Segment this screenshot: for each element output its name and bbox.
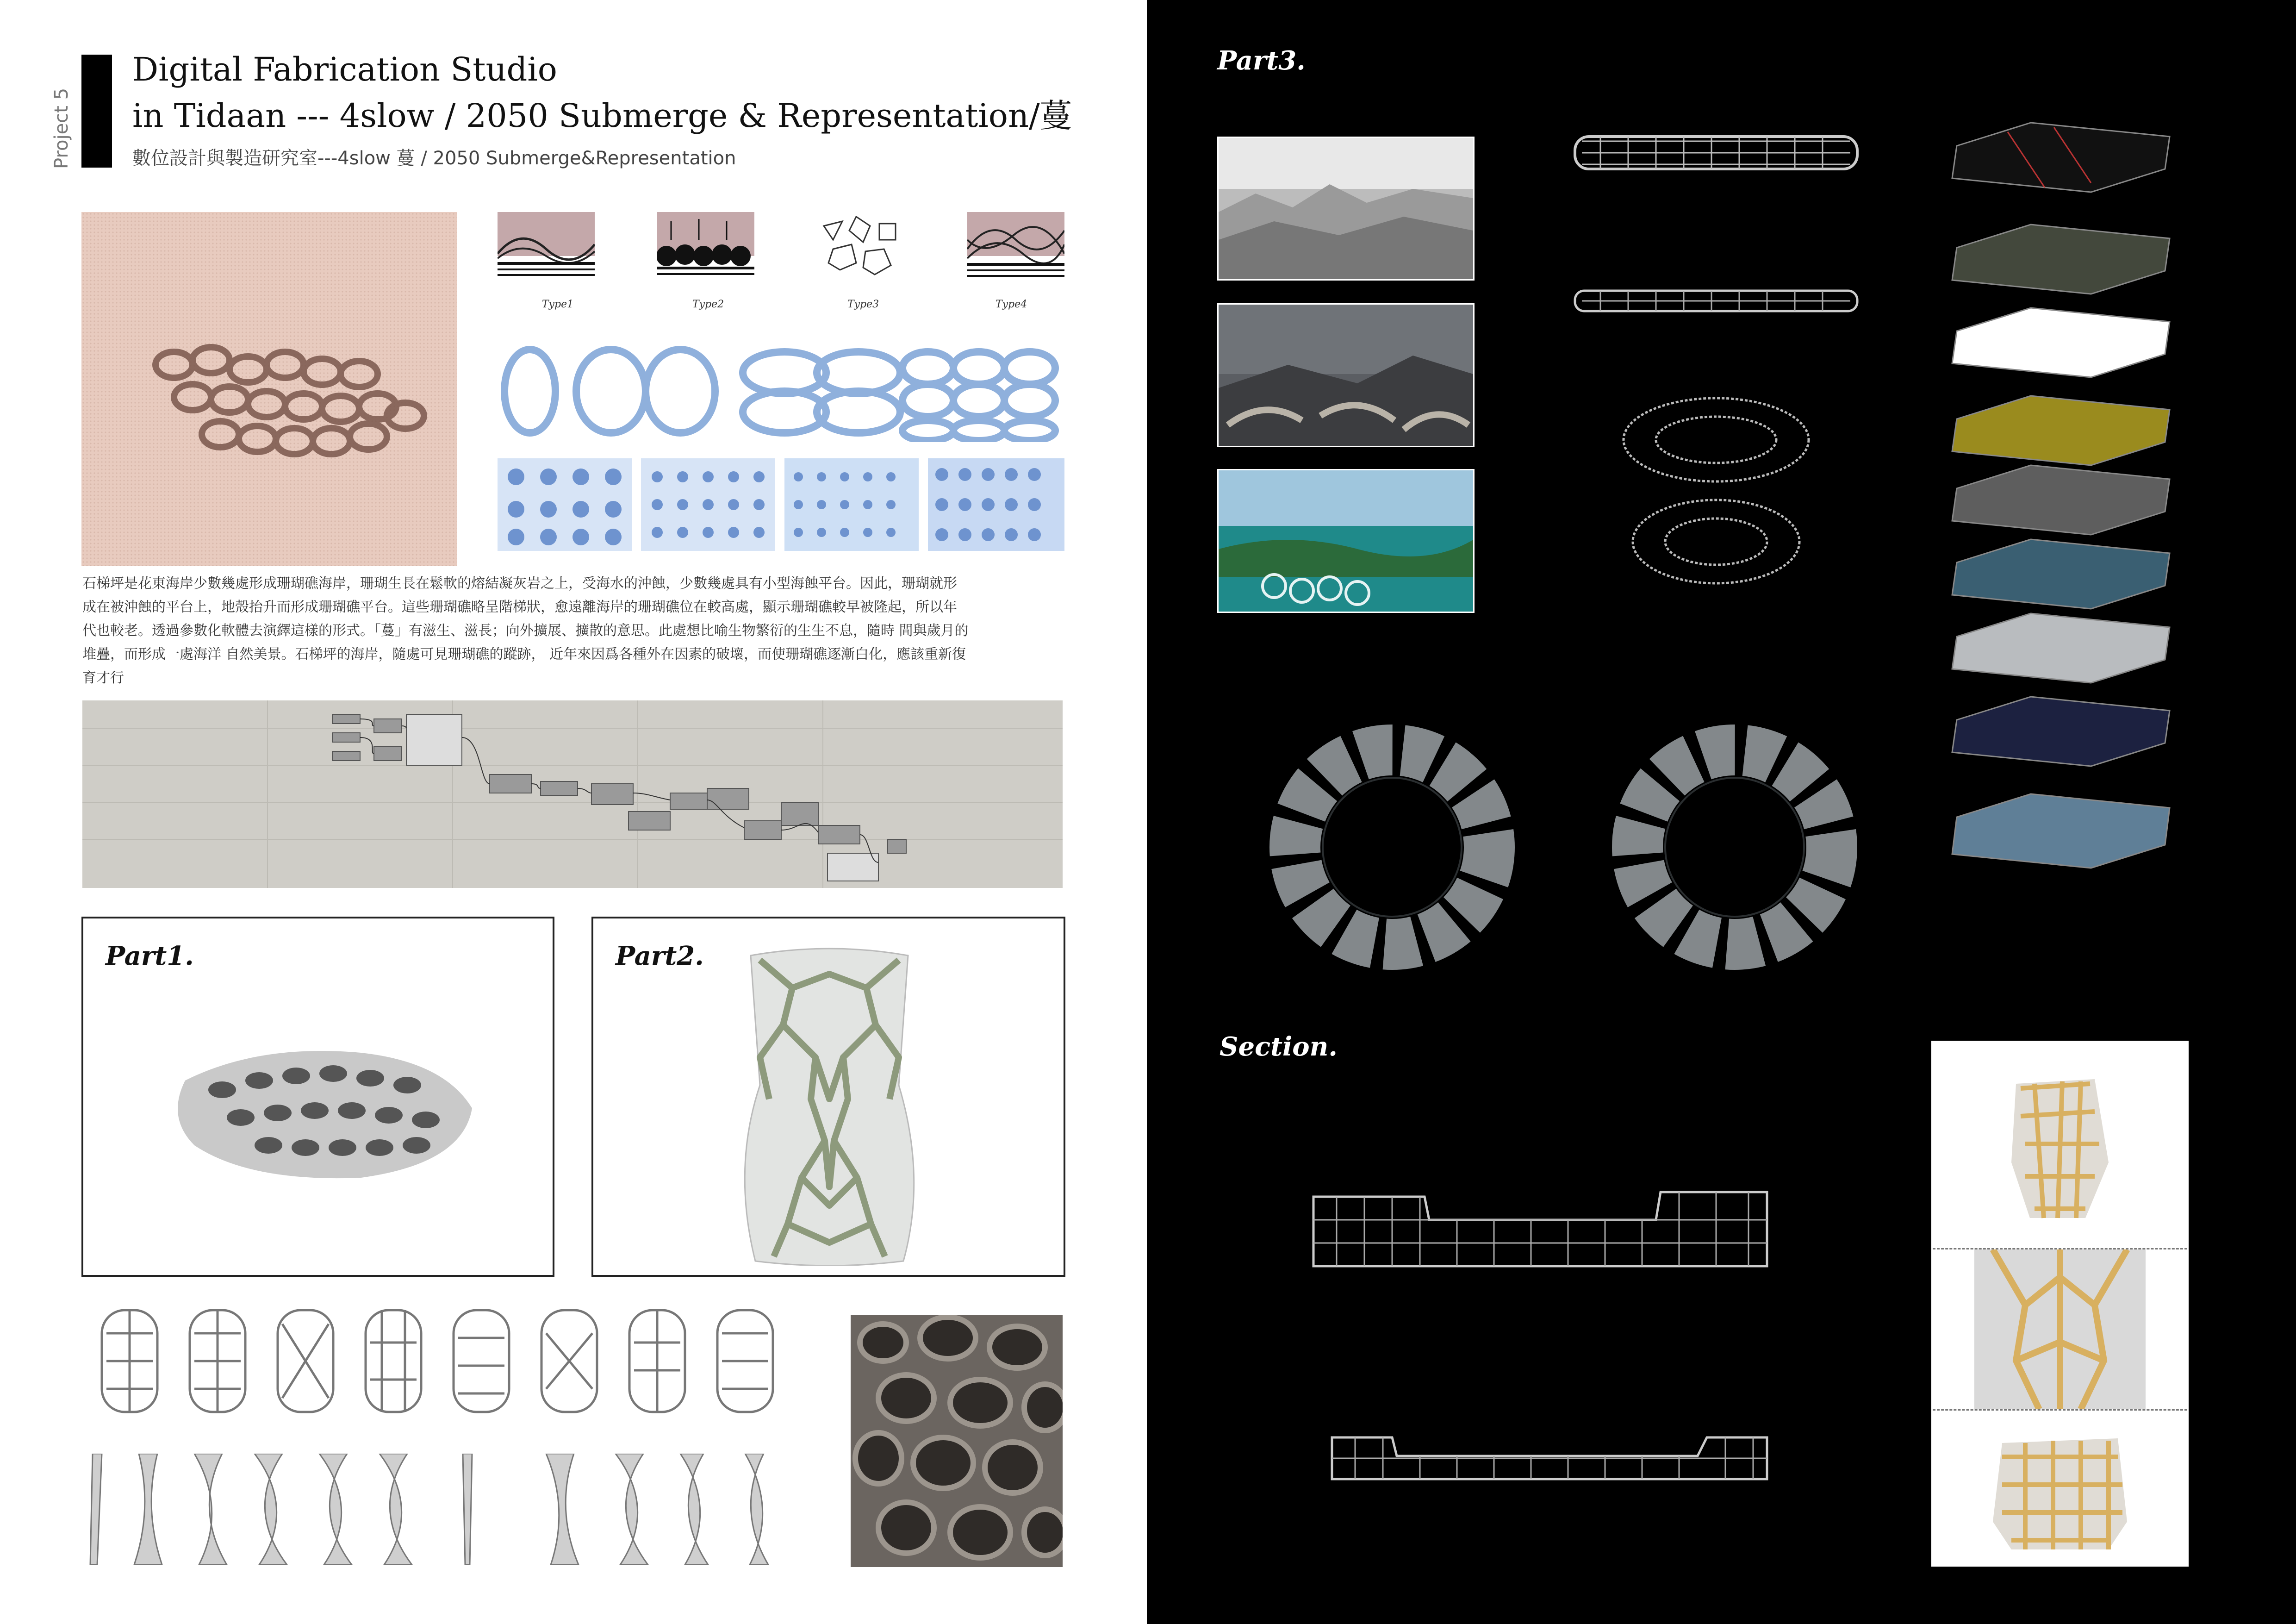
tube-lattice-top-2 (1573, 287, 1860, 315)
part2-label: Part2. (616, 941, 704, 971)
coral-closeup-render (851, 1315, 1063, 1567)
description-line: 石梯坪是花東海岸少數幾處形成珊瑚礁海岸，珊瑚生長在鬆軟的熔結凝灰岩之上，受海水的沖蝕，少數幾處具有小型海蝕平台。因此，珊瑚就形 (82, 575, 957, 592)
type3-label: Type3 (847, 299, 879, 310)
tube-lattice-top-1 (1573, 132, 1860, 174)
render-image-3 (1217, 469, 1475, 613)
type2-label: Type2 (692, 299, 724, 310)
section-lattice-1 (1309, 1183, 1772, 1275)
title-line-2: in Tidaan --- 4slow / 2050 Submerge & Representation/蔓 (132, 97, 1072, 135)
type4-label: Type4 (995, 299, 1027, 310)
project-label: Project 5 (51, 87, 72, 169)
description-line: 代也較老。透過參數化軟體去演繹這樣的形式。「蔓」有滋生、滋長；向外擴展、擴散的意思。此處想比喻生物繁衍的生生不息，隨時 間與歲月的 (82, 623, 969, 639)
left-page (0, 0, 1147, 1624)
render-image-2 (1217, 303, 1475, 447)
grasshopper-definition (82, 700, 1063, 888)
type1-diagram (498, 212, 595, 281)
exploded-layer-stack (1938, 118, 2184, 993)
lattice-variations-row (93, 1305, 815, 1417)
part1-label: Part1. (106, 941, 194, 971)
type2-diagram (657, 212, 754, 281)
section-label: Section. (1220, 1031, 1338, 1062)
part2-panel (591, 917, 1065, 1277)
right-page (1147, 0, 2296, 1624)
description-line: 堆疊，而形成一處海洋 自然美景。石梯坪的海岸，隨處可見珊瑚礁的蹤跡， 近年來因爲各種外在因素的破壞，而使珊瑚礁逐漸白化，應該重新復 (82, 646, 966, 662)
blue-lattice-row-1 (498, 340, 1064, 442)
render-image-1 (1217, 137, 1475, 281)
description-line: 成在被沖蝕的平台上，地殼抬升而形成珊瑚礁平台。這些珊瑚礁略呈階梯狀，愈遠離海岸的珊瑚礁位在較高處，顯示珊瑚礁較早被隆起，所以年 (82, 599, 957, 615)
description-paragraph (82, 572, 1068, 690)
part1-panel (81, 917, 554, 1277)
part3-label: Part3. (1217, 45, 1306, 76)
coral-render-pink (81, 212, 457, 566)
type3-diagram (815, 212, 912, 281)
description-line: 育才行 (82, 670, 124, 686)
gold-model-panel (1931, 1041, 2189, 1567)
gold-model-top (1933, 1042, 2187, 1248)
gold-model-bottom (1933, 1411, 2187, 1563)
section-lattice-2 (1327, 1428, 1772, 1488)
title-line-1: Digital Fabrication Studio (132, 50, 557, 88)
exploded-ring-lattice (1614, 389, 1818, 597)
type4-diagram (967, 212, 1064, 281)
twisted-surfaces-row (88, 1454, 819, 1565)
type1-label: Type1 (541, 299, 574, 310)
gold-model-middle (1933, 1249, 2187, 1409)
blue-lattice-row-2 (498, 458, 1064, 551)
subtitle: 數位設計與製造研究室---4slow 蔓 / 2050 Submerge&Representation (132, 148, 736, 169)
glowing-ring-2 (1605, 718, 1864, 977)
project-accent-bar (81, 55, 112, 168)
glowing-ring-1 (1263, 718, 1522, 977)
